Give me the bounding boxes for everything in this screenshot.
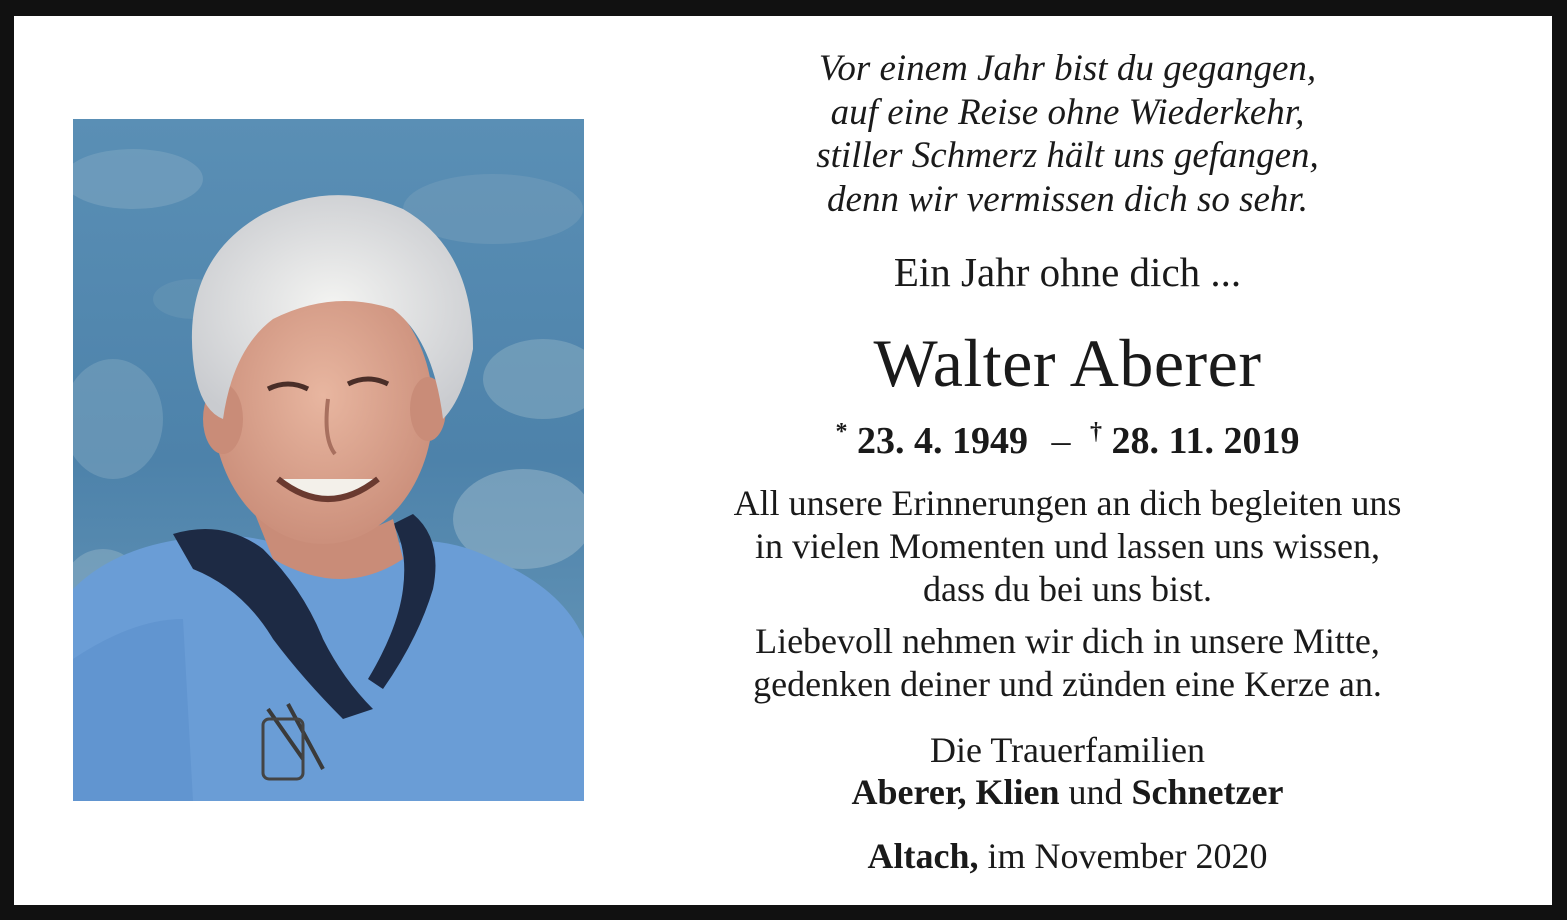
family-names-2: Schnetzer bbox=[1131, 772, 1284, 812]
paragraph-line: dass du bei uns bist. bbox=[922, 569, 1212, 609]
paragraph-line: All unsere Erinnerungen an dich begleiten uns bbox=[733, 483, 1402, 523]
deceased-name: Walter Aberer bbox=[873, 325, 1262, 401]
paragraph-line: Liebevoll nehmen wir dich in unsere Mitte, bbox=[755, 621, 1380, 661]
birth-date: 23. 4. 1949 bbox=[857, 420, 1029, 462]
poem-line: denn wir vermissen dich so sehr. bbox=[827, 178, 1308, 220]
death-date: 28. 11. 2019 bbox=[1111, 420, 1300, 462]
memorial-paragraph-1 bbox=[640, 482, 1495, 611]
mourning-families-label: Die Trauerfamilien bbox=[930, 730, 1205, 770]
memorial-poem bbox=[640, 47, 1495, 221]
poem-line: stiller Schmerz hält uns gefangen, bbox=[816, 135, 1319, 176]
poem-line: Vor einem Jahr bist du gegangen, bbox=[818, 48, 1317, 89]
family-names-1: Aberer, Klien bbox=[851, 772, 1060, 812]
birth-symbol: * bbox=[835, 419, 848, 445]
poem-line: auf eine Reise ohne Wiederkehr, bbox=[830, 91, 1305, 133]
memorial-paragraph-2 bbox=[640, 620, 1495, 706]
subtitle: Ein Jahr ohne dich ... bbox=[893, 249, 1242, 295]
family-connector: und bbox=[1068, 772, 1123, 812]
death-symbol: † bbox=[1090, 419, 1103, 445]
paragraph-line: gedenken deiner und zünden eine Kerze an. bbox=[753, 664, 1382, 704]
life-dates bbox=[640, 408, 1495, 465]
date-dash: – bbox=[1051, 420, 1071, 462]
portrait-photo bbox=[73, 119, 584, 801]
place-and-date bbox=[640, 834, 1495, 878]
place-town: Altach, bbox=[867, 836, 979, 876]
mourning-families bbox=[640, 770, 1495, 814]
place-date: im November 2020 bbox=[987, 836, 1268, 876]
paragraph-line: in vielen Momenten und lassen uns wissen, bbox=[755, 526, 1380, 566]
